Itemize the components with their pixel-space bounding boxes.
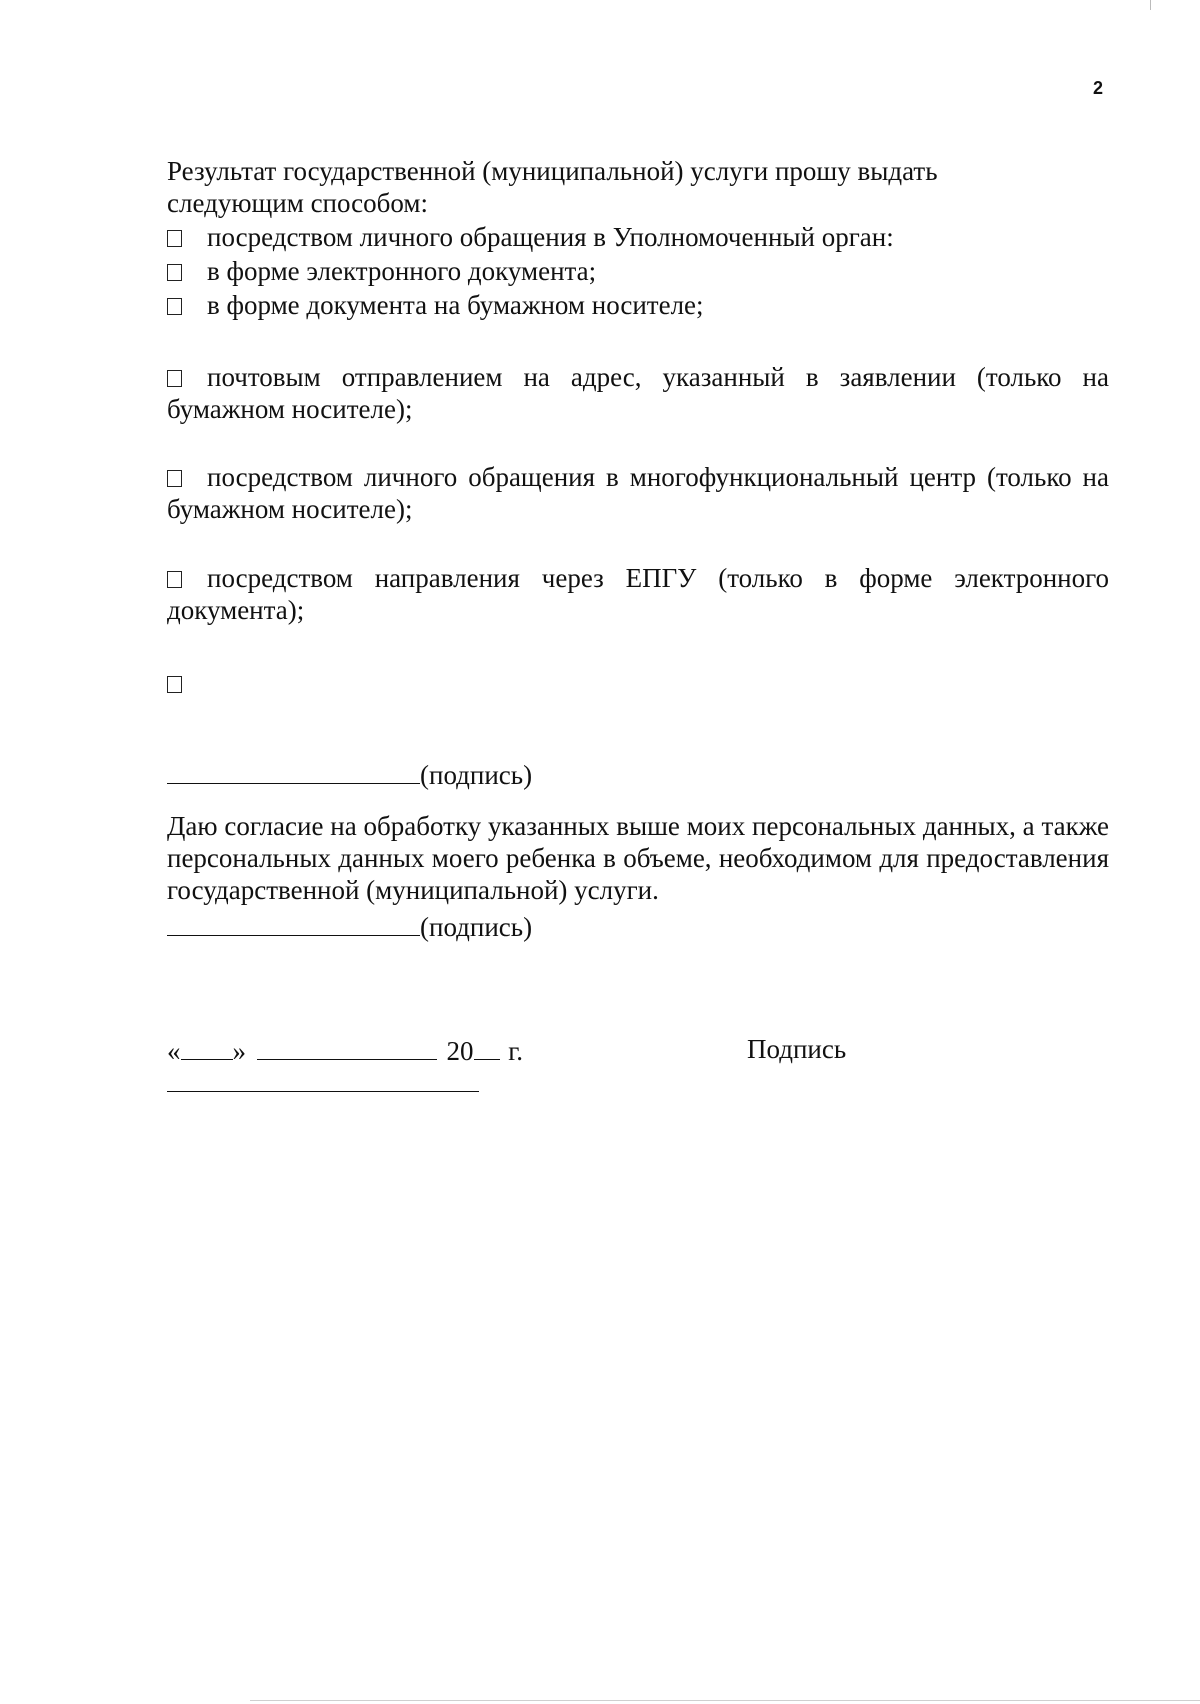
option-row (167, 361, 1109, 425)
option-label: в форме документа на бумажном носителе; (207, 290, 704, 320)
intro-text (167, 155, 1109, 219)
open-quote: « (167, 1036, 181, 1066)
option-label: посредством личного обращения в Уполномоченный орган: (207, 222, 894, 252)
checkbox[interactable] (167, 264, 182, 281)
option-row (167, 221, 1109, 253)
year-suffix: г. (508, 1036, 524, 1066)
intro-line-2: следующим способом: (167, 188, 428, 218)
signature-line[interactable] (167, 755, 420, 784)
option-row (167, 461, 1109, 525)
checkbox[interactable] (167, 230, 182, 247)
option-label: в форме электронного документа; (207, 256, 597, 286)
year-prefix: 20 (446, 1036, 474, 1066)
option-label: посредством направления через ЕПГУ (только в форме электронного документа); (167, 563, 1109, 625)
page-number: 2 (1093, 78, 1104, 98)
option-label: посредством личного обращения в многофункциональный центр (только на бумажном носителе); (167, 462, 1109, 524)
intro-line-1: Результат государственной (муниципальной) услуги прошу выдать (167, 156, 938, 186)
date-row (167, 1033, 1109, 1067)
consent-signature-row (167, 907, 1109, 943)
day-field[interactable] (181, 1033, 233, 1060)
signature-row (167, 755, 1109, 791)
signature-label: (подпись) (420, 912, 533, 942)
scan-edge-line (250, 1700, 1200, 1701)
signature-label: (подпись) (420, 760, 533, 790)
option-row (167, 562, 1109, 626)
consent-text: Даю согласие на обработку указанных выше моих персональных данных, а также персональных данных моего ребенка в объеме, необходимом для предоставления государственной (муниципальной) услуги. (167, 811, 1109, 905)
signature-line[interactable] (167, 907, 420, 936)
month-field[interactable] (257, 1033, 437, 1060)
scan-edge-mark (1150, 0, 1151, 10)
option-label: почтовым отправлением на адрес, указанный в заявлении (только на бумажном носителе); (167, 362, 1109, 424)
option-row (167, 255, 1109, 287)
checkbox[interactable] (167, 571, 182, 588)
checkbox[interactable] (167, 676, 182, 693)
checkbox[interactable] (167, 298, 182, 315)
option-row (167, 289, 1109, 321)
signature-underline[interactable] (167, 1091, 479, 1092)
close-quote: » (232, 1036, 246, 1066)
checkbox[interactable] (167, 370, 182, 387)
checkbox[interactable] (167, 470, 182, 487)
signature-caption: Подпись (747, 1034, 847, 1064)
option-group-primary (167, 221, 1109, 321)
option-row-empty (167, 667, 1109, 699)
year-field[interactable] (474, 1033, 500, 1060)
